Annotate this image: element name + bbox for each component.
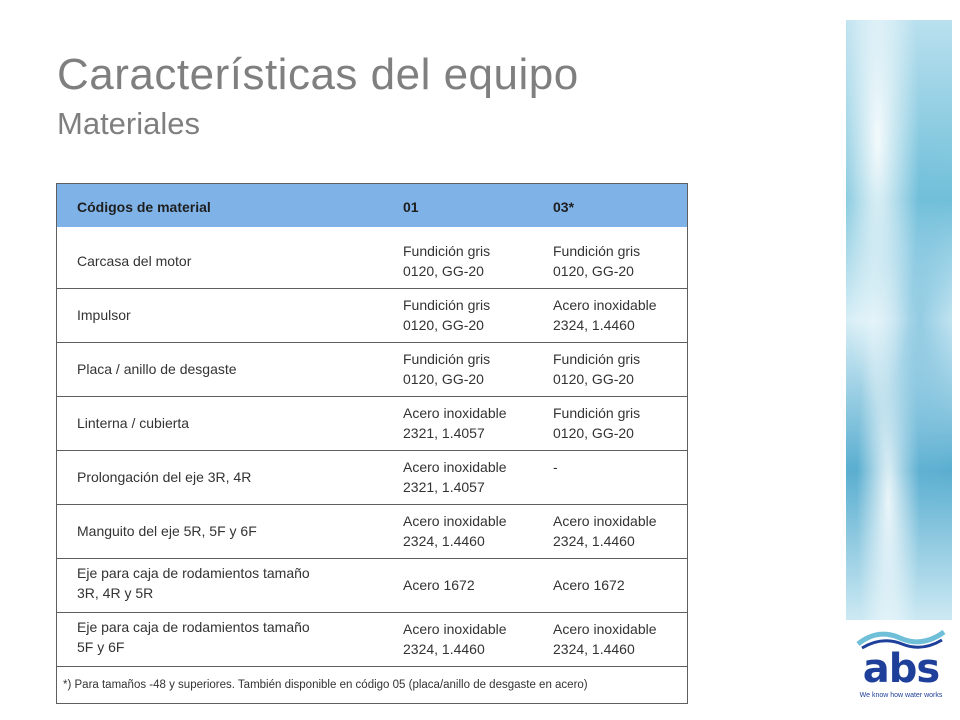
header-code-03: 03* (553, 199, 575, 215)
water-decoration-image (846, 20, 952, 620)
abs-logo (848, 626, 952, 706)
row-label: Linterna / cubierta (77, 415, 190, 431)
cell-code-01: Acero inoxidable 2321, 1.4057 (403, 405, 507, 441)
cell-code-01: Acero inoxidable 2324, 1.4460 (403, 513, 507, 549)
cell-code-03: Acero inoxidable 2324, 1.4460 (553, 513, 657, 549)
page-subtitle: Materiales (57, 106, 200, 141)
cell-code-01: Acero inoxidable 2321, 1.4057 (403, 459, 507, 495)
cell-code-01: Fundición gris 0120, GG-20 (403, 243, 491, 279)
cell-code-03: - (553, 459, 558, 475)
cell-code-03: Fundición gris 0120, GG-20 (553, 405, 641, 441)
row-label: Placa / anillo de desgaste (77, 361, 237, 377)
table-header-row (57, 183, 687, 235)
cell-code-03: Fundición gris 0120, GG-20 (553, 243, 641, 279)
table-row (57, 235, 687, 289)
cell-code-03: Fundición gris 0120, GG-20 (553, 351, 641, 387)
row-label: Eje para caja de rodamientos tamaño 5F y 6F (77, 619, 310, 655)
page-title: Características del equipo (57, 50, 579, 99)
cell-code-01: Acero inoxidable 2324, 1.4460 (403, 621, 507, 657)
cell-code-03: Acero inoxidable 2324, 1.4460 (553, 297, 657, 333)
table-row (57, 451, 687, 505)
footnote-text: *) Para tamaños -48 y superiores. También disponible en código 05 (placa/anillo de desgaste en acero) (63, 679, 588, 691)
cell-code-01: Fundición gris 0120, GG-20 (403, 297, 491, 333)
table-row (57, 289, 687, 343)
cell-code-03: Acero inoxidable 2324, 1.4460 (553, 621, 657, 657)
row-label: Manguito del eje 5R, 5F y 6F (77, 523, 257, 539)
cell-code-03: Acero 1672 (553, 577, 625, 593)
header-material-codes: Códigos de material (77, 199, 211, 215)
table-row (57, 505, 687, 559)
logo-tagline: We know how water works (859, 692, 943, 699)
row-label: Carcasa del motor (77, 253, 192, 269)
table-row (57, 397, 687, 451)
cell-code-01: Fundición gris 0120, GG-20 (403, 351, 491, 387)
table-footnote (57, 667, 687, 703)
row-label: Eje para caja de rodamientos tamaño 3R, 4R y 5R (77, 565, 310, 601)
table-row (57, 613, 687, 667)
header-code-01: 01 (403, 199, 419, 215)
row-label: Prolongación del eje 3R, 4R (77, 469, 252, 485)
materials-table (56, 183, 688, 704)
logo-wordmark: abs (862, 646, 940, 692)
table-row (57, 559, 687, 613)
cell-code-01: Acero 1672 (403, 577, 475, 593)
row-label: Impulsor (77, 307, 131, 323)
table-row (57, 343, 687, 397)
